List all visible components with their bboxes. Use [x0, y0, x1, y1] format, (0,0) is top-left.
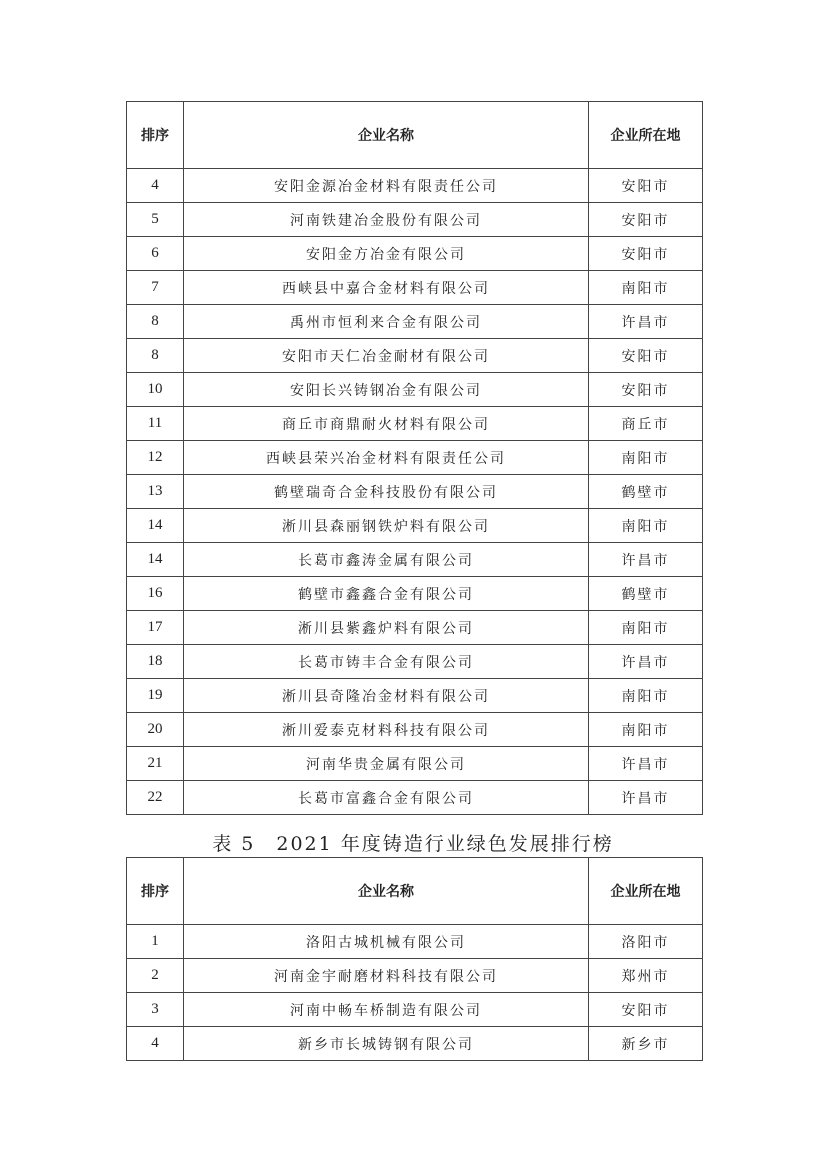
rank-cell: 12	[127, 441, 184, 475]
company-name-cell: 西峡县中嘉合金材料有限公司	[184, 271, 589, 305]
location-cell: 新乡市	[589, 1027, 703, 1061]
table-row	[127, 679, 703, 713]
table-row	[127, 475, 703, 509]
table-row	[127, 611, 703, 645]
location-cell: 许昌市	[589, 543, 703, 577]
rank-cell: 7	[127, 271, 184, 305]
table-row	[127, 237, 703, 271]
ranking-table-continued	[126, 101, 703, 815]
header-company-name: 企业名称	[184, 858, 589, 925]
company-name-cell: 洛阳古城机械有限公司	[184, 925, 589, 959]
rank-cell: 3	[127, 993, 184, 1027]
company-name-cell: 淅川县紫鑫炉料有限公司	[184, 611, 589, 645]
company-name-cell: 淅川爱泰克材料科技有限公司	[184, 713, 589, 747]
header-company-name: 企业名称	[184, 102, 589, 169]
location-cell: 安阳市	[589, 237, 703, 271]
rank-cell: 8	[127, 339, 184, 373]
rank-cell: 20	[127, 713, 184, 747]
location-cell: 安阳市	[589, 169, 703, 203]
company-name-cell: 禹州市恒利来合金有限公司	[184, 305, 589, 339]
table-row	[127, 645, 703, 679]
location-cell: 南阳市	[589, 611, 703, 645]
company-name-cell: 商丘市商鼎耐火材料有限公司	[184, 407, 589, 441]
location-cell: 安阳市	[589, 993, 703, 1027]
company-name-cell: 安阳市天仁冶金耐材有限公司	[184, 339, 589, 373]
location-cell: 安阳市	[589, 373, 703, 407]
company-name-cell: 河南铁建冶金股份有限公司	[184, 203, 589, 237]
rank-cell: 4	[127, 169, 184, 203]
table-row	[127, 373, 703, 407]
rank-cell: 11	[127, 407, 184, 441]
header-location: 企业所在地	[589, 102, 703, 169]
table-row	[127, 577, 703, 611]
table-row	[127, 747, 703, 781]
rank-cell: 18	[127, 645, 184, 679]
rank-cell: 14	[127, 509, 184, 543]
company-name-cell: 长葛市铸丰合金有限公司	[184, 645, 589, 679]
company-name-cell: 新乡市长城铸钢有限公司	[184, 1027, 589, 1061]
company-name-cell: 河南金宇耐磨材料科技有限公司	[184, 959, 589, 993]
rank-cell: 14	[127, 543, 184, 577]
table-row	[127, 441, 703, 475]
rank-cell: 5	[127, 203, 184, 237]
rank-cell: 6	[127, 237, 184, 271]
rank-cell: 21	[127, 747, 184, 781]
location-cell: 许昌市	[589, 781, 703, 815]
location-cell: 南阳市	[589, 679, 703, 713]
location-cell: 许昌市	[589, 305, 703, 339]
location-cell: 郑州市	[589, 959, 703, 993]
table-row	[127, 169, 703, 203]
foundry-green-ranking-table	[126, 857, 703, 1061]
table-row	[127, 305, 703, 339]
table-header-row	[127, 102, 703, 169]
location-cell: 南阳市	[589, 713, 703, 747]
location-cell: 许昌市	[589, 747, 703, 781]
table-row	[127, 925, 703, 959]
company-name-cell: 安阳长兴铸钢冶金有限公司	[184, 373, 589, 407]
company-name-cell: 西峡县荣兴冶金材料有限责任公司	[184, 441, 589, 475]
company-name-cell: 长葛市富鑫合金有限公司	[184, 781, 589, 815]
location-cell: 南阳市	[589, 271, 703, 305]
company-name-cell: 鹤壁瑞奇合金科技股份有限公司	[184, 475, 589, 509]
rank-cell: 2	[127, 959, 184, 993]
company-name-cell: 淅川县森丽钢铁炉料有限公司	[184, 509, 589, 543]
table-header-row	[127, 858, 703, 925]
company-name-cell: 安阳金源冶金材料有限责任公司	[184, 169, 589, 203]
table-row	[127, 271, 703, 305]
table-5-caption: 表 5 2021 年度铸造行业绿色发展排行榜	[212, 833, 614, 855]
table-row	[127, 509, 703, 543]
company-name-cell: 淅川县奇隆冶金材料有限公司	[184, 679, 589, 713]
location-cell: 洛阳市	[589, 925, 703, 959]
rank-cell: 19	[127, 679, 184, 713]
rank-cell: 16	[127, 577, 184, 611]
company-name-cell: 河南华贵金属有限公司	[184, 747, 589, 781]
table-row	[127, 1027, 703, 1061]
location-cell: 南阳市	[589, 509, 703, 543]
table-row	[127, 203, 703, 237]
header-location: 企业所在地	[589, 858, 703, 925]
location-cell: 南阳市	[589, 441, 703, 475]
table-row	[127, 993, 703, 1027]
location-cell: 安阳市	[589, 203, 703, 237]
location-cell: 鹤壁市	[589, 577, 703, 611]
company-name-cell: 鹤壁市鑫鑫合金有限公司	[184, 577, 589, 611]
table-row	[127, 543, 703, 577]
location-cell: 许昌市	[589, 645, 703, 679]
location-cell: 安阳市	[589, 339, 703, 373]
rank-cell: 22	[127, 781, 184, 815]
header-rank: 排序	[127, 102, 184, 169]
company-name-cell: 长葛市鑫涛金属有限公司	[184, 543, 589, 577]
location-cell: 商丘市	[589, 407, 703, 441]
company-name-cell: 安阳金方冶金有限公司	[184, 237, 589, 271]
table-row	[127, 781, 703, 815]
table-row	[127, 407, 703, 441]
rank-cell: 17	[127, 611, 184, 645]
rank-cell: 8	[127, 305, 184, 339]
rank-cell: 4	[127, 1027, 184, 1061]
table-row	[127, 959, 703, 993]
header-rank: 排序	[127, 858, 184, 925]
location-cell: 鹤壁市	[589, 475, 703, 509]
table-row	[127, 713, 703, 747]
table-row	[127, 339, 703, 373]
rank-cell: 13	[127, 475, 184, 509]
company-name-cell: 河南中畅车桥制造有限公司	[184, 993, 589, 1027]
rank-cell: 10	[127, 373, 184, 407]
rank-cell: 1	[127, 925, 184, 959]
